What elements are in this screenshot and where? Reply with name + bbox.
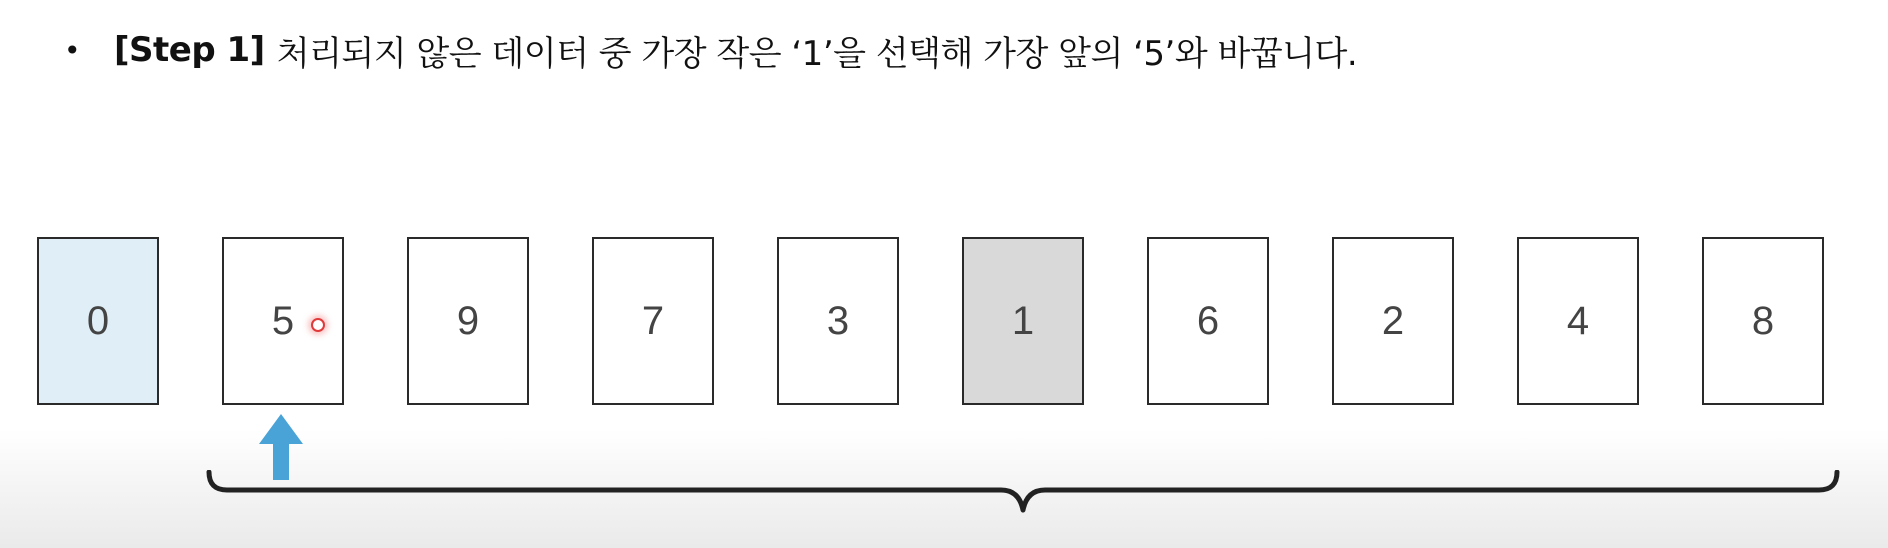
card-6: 6 (1147, 237, 1269, 405)
card-3: 7 (592, 237, 714, 405)
step-label: [Step 1] (114, 30, 265, 70)
card-4: 3 (777, 237, 899, 405)
curly-brace-icon (205, 470, 1841, 514)
card-8: 4 (1517, 237, 1639, 405)
step-text: 처리되지 않은 데이터 중 가장 작은 ‘1’을 선택해 가장 앞의 ‘5’와 바꿉니다. (276, 33, 1358, 74)
card-5: 1 (962, 237, 1084, 405)
card-0: 0 (37, 237, 159, 405)
card-1: 5 (222, 237, 344, 405)
card-9: 8 (1702, 237, 1824, 405)
bullet-icon: • (64, 33, 81, 67)
mouse-cursor-icon (311, 318, 325, 332)
card-2: 9 (407, 237, 529, 405)
card-7: 2 (1332, 237, 1454, 405)
